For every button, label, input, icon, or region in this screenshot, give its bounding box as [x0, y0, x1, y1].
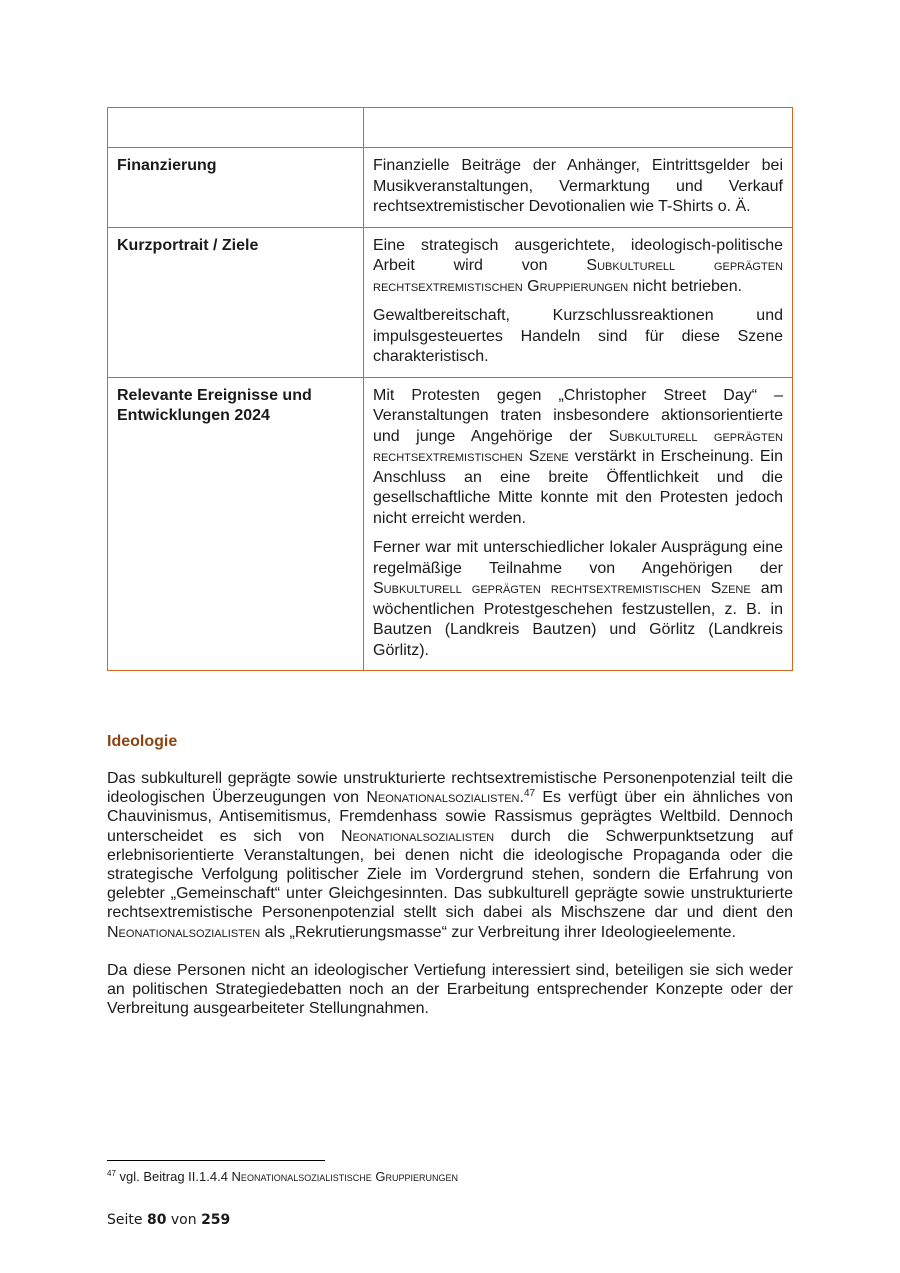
row-label	[108, 108, 364, 148]
table-row	[108, 108, 793, 148]
row-label: Finanzierung	[108, 148, 364, 228]
text-run: als „Rekrutierungsmasse“ zur Verbreitung ihrer Ideologieelemente.	[260, 923, 736, 941]
table-row	[108, 377, 793, 671]
paragraph	[373, 306, 783, 368]
text-run: durch die Schwerpunktsetzung auf erlebnisorientierte Veranstaltungen, bei denen nicht die ideologische Propaganda oder die strategische Verfolgung politischer Ziele im Vordergrund stehen, sondern die Erfahrung von gelebter „Gemeinschaft“ unter Gleichgesinnten. Das subkulturell geprägte sowie unstrukturierte rechtsextremistische Personenpotenzial stellt sich dabei als Mischszene dar und dient den	[107, 827, 793, 922]
paragraph	[373, 386, 783, 530]
text-run: .	[519, 789, 524, 807]
text-run: am wöchentlichen Protestgeschehen festzustellen, z. B. in Bautzen (Landkreis Bautzen) und Görlitz (Landkreis Görlitz).	[373, 580, 783, 659]
table-row	[108, 148, 793, 228]
footnote-divider	[107, 1160, 325, 1161]
text-run: Mit Protesten gegen „Christopher Street Day“ – Veranstaltungen traten insbesondere aktionsorientierte und junge Angehörige der	[373, 386, 783, 445]
text-run: nicht betrieben.	[628, 277, 743, 295]
section-body	[107, 769, 793, 1018]
footnote-text: vgl. Beitrag II.1.4.4	[119, 1169, 232, 1184]
row-content	[364, 148, 793, 228]
text-run: Das subkulturell geprägte sowie unstrukturierte rechtsextremistische Personenpotenzial teilt die ideologischen Überzeugungen von	[107, 770, 793, 807]
footnote-number: 47	[107, 1169, 116, 1178]
paragraph	[107, 961, 793, 1019]
text-run: Es verfügt über ein ähnliches von Chauvinismus, Antisemitismus, Fremdenhass sowie Rassismus geprägtes Weltbild. Dennoch unterscheidet es sich von	[107, 789, 793, 845]
paragraph	[107, 769, 793, 942]
row-content	[364, 227, 793, 377]
paragraph	[373, 538, 783, 661]
term-small-caps: Neonationalsozialisten	[340, 827, 495, 845]
paragraph	[373, 236, 783, 298]
page-number: Seite 80 von 259	[107, 1212, 231, 1228]
term-small-caps: Neonationalsozialisten	[366, 789, 520, 807]
text-run: Eine strategisch ausgerichtete, ideologisch-politische Arbeit wird von	[373, 236, 783, 274]
text-run: verstärkt in Erscheinung. Ein Anschluss an eine breite Öffentlichkeit und die gesellschaftliche Mitte konnte mit den Protesten jedoch nicht erreicht werden.	[373, 448, 783, 527]
text-run: Gewaltbereitschaft, Kurzschlussreaktionen und impulsgesteuertes Handeln sind für diese Szene charakteristisch.	[373, 307, 783, 365]
row-label: Relevante Ereignisse und Entwicklungen 2024	[108, 377, 364, 671]
row-content	[364, 377, 793, 671]
footnote-reference: Neonationalsozialistische Gruppierungen	[231, 1169, 459, 1184]
text-run: Ferner war mit unterschiedlicher lokaler Ausprägung eine regelmäßige Teilnahme von Angehörigen der	[373, 539, 783, 577]
footnote	[107, 1169, 458, 1184]
row-label: Kurzportrait / Ziele	[108, 227, 364, 377]
term-small-caps: Neonationalsozialisten	[107, 923, 261, 941]
row-content	[364, 108, 793, 148]
term-small-caps: Subkulturell geprägten rechtsextremistischen Szene	[373, 427, 783, 465]
current-page: 80	[146, 1212, 167, 1228]
paragraph	[373, 156, 783, 218]
total-pages: 259	[201, 1212, 231, 1228]
text-run: Da diese Personen nicht an ideologischer Vertiefung interessiert sind, beteiligen sie sich weder an politischen Strategiedebatten noch an der Erarbeitung entsprechender Konzepte oder der Verbreitung ausgearbeiteter Stellungnahmen.	[107, 961, 793, 1018]
term-small-caps: Subkulturell geprägten rechtsextremistischen Gruppierungen	[373, 257, 783, 295]
text-run: Finanzielle Beiträge der Anhänger, Eintrittsgelder bei Musikveranstaltungen, Vermarktung und Verkauf rechtsextremistischer Devotionalien wie T-Shirts o. Ä.	[373, 157, 783, 215]
section-heading: Ideologie	[107, 733, 178, 750]
table-row	[108, 227, 793, 377]
term-small-caps: Subkulturell geprägten rechtsextremistischen Szene	[373, 580, 751, 597]
overview-table	[107, 107, 793, 671]
footnote-ref: 47	[523, 788, 536, 800]
